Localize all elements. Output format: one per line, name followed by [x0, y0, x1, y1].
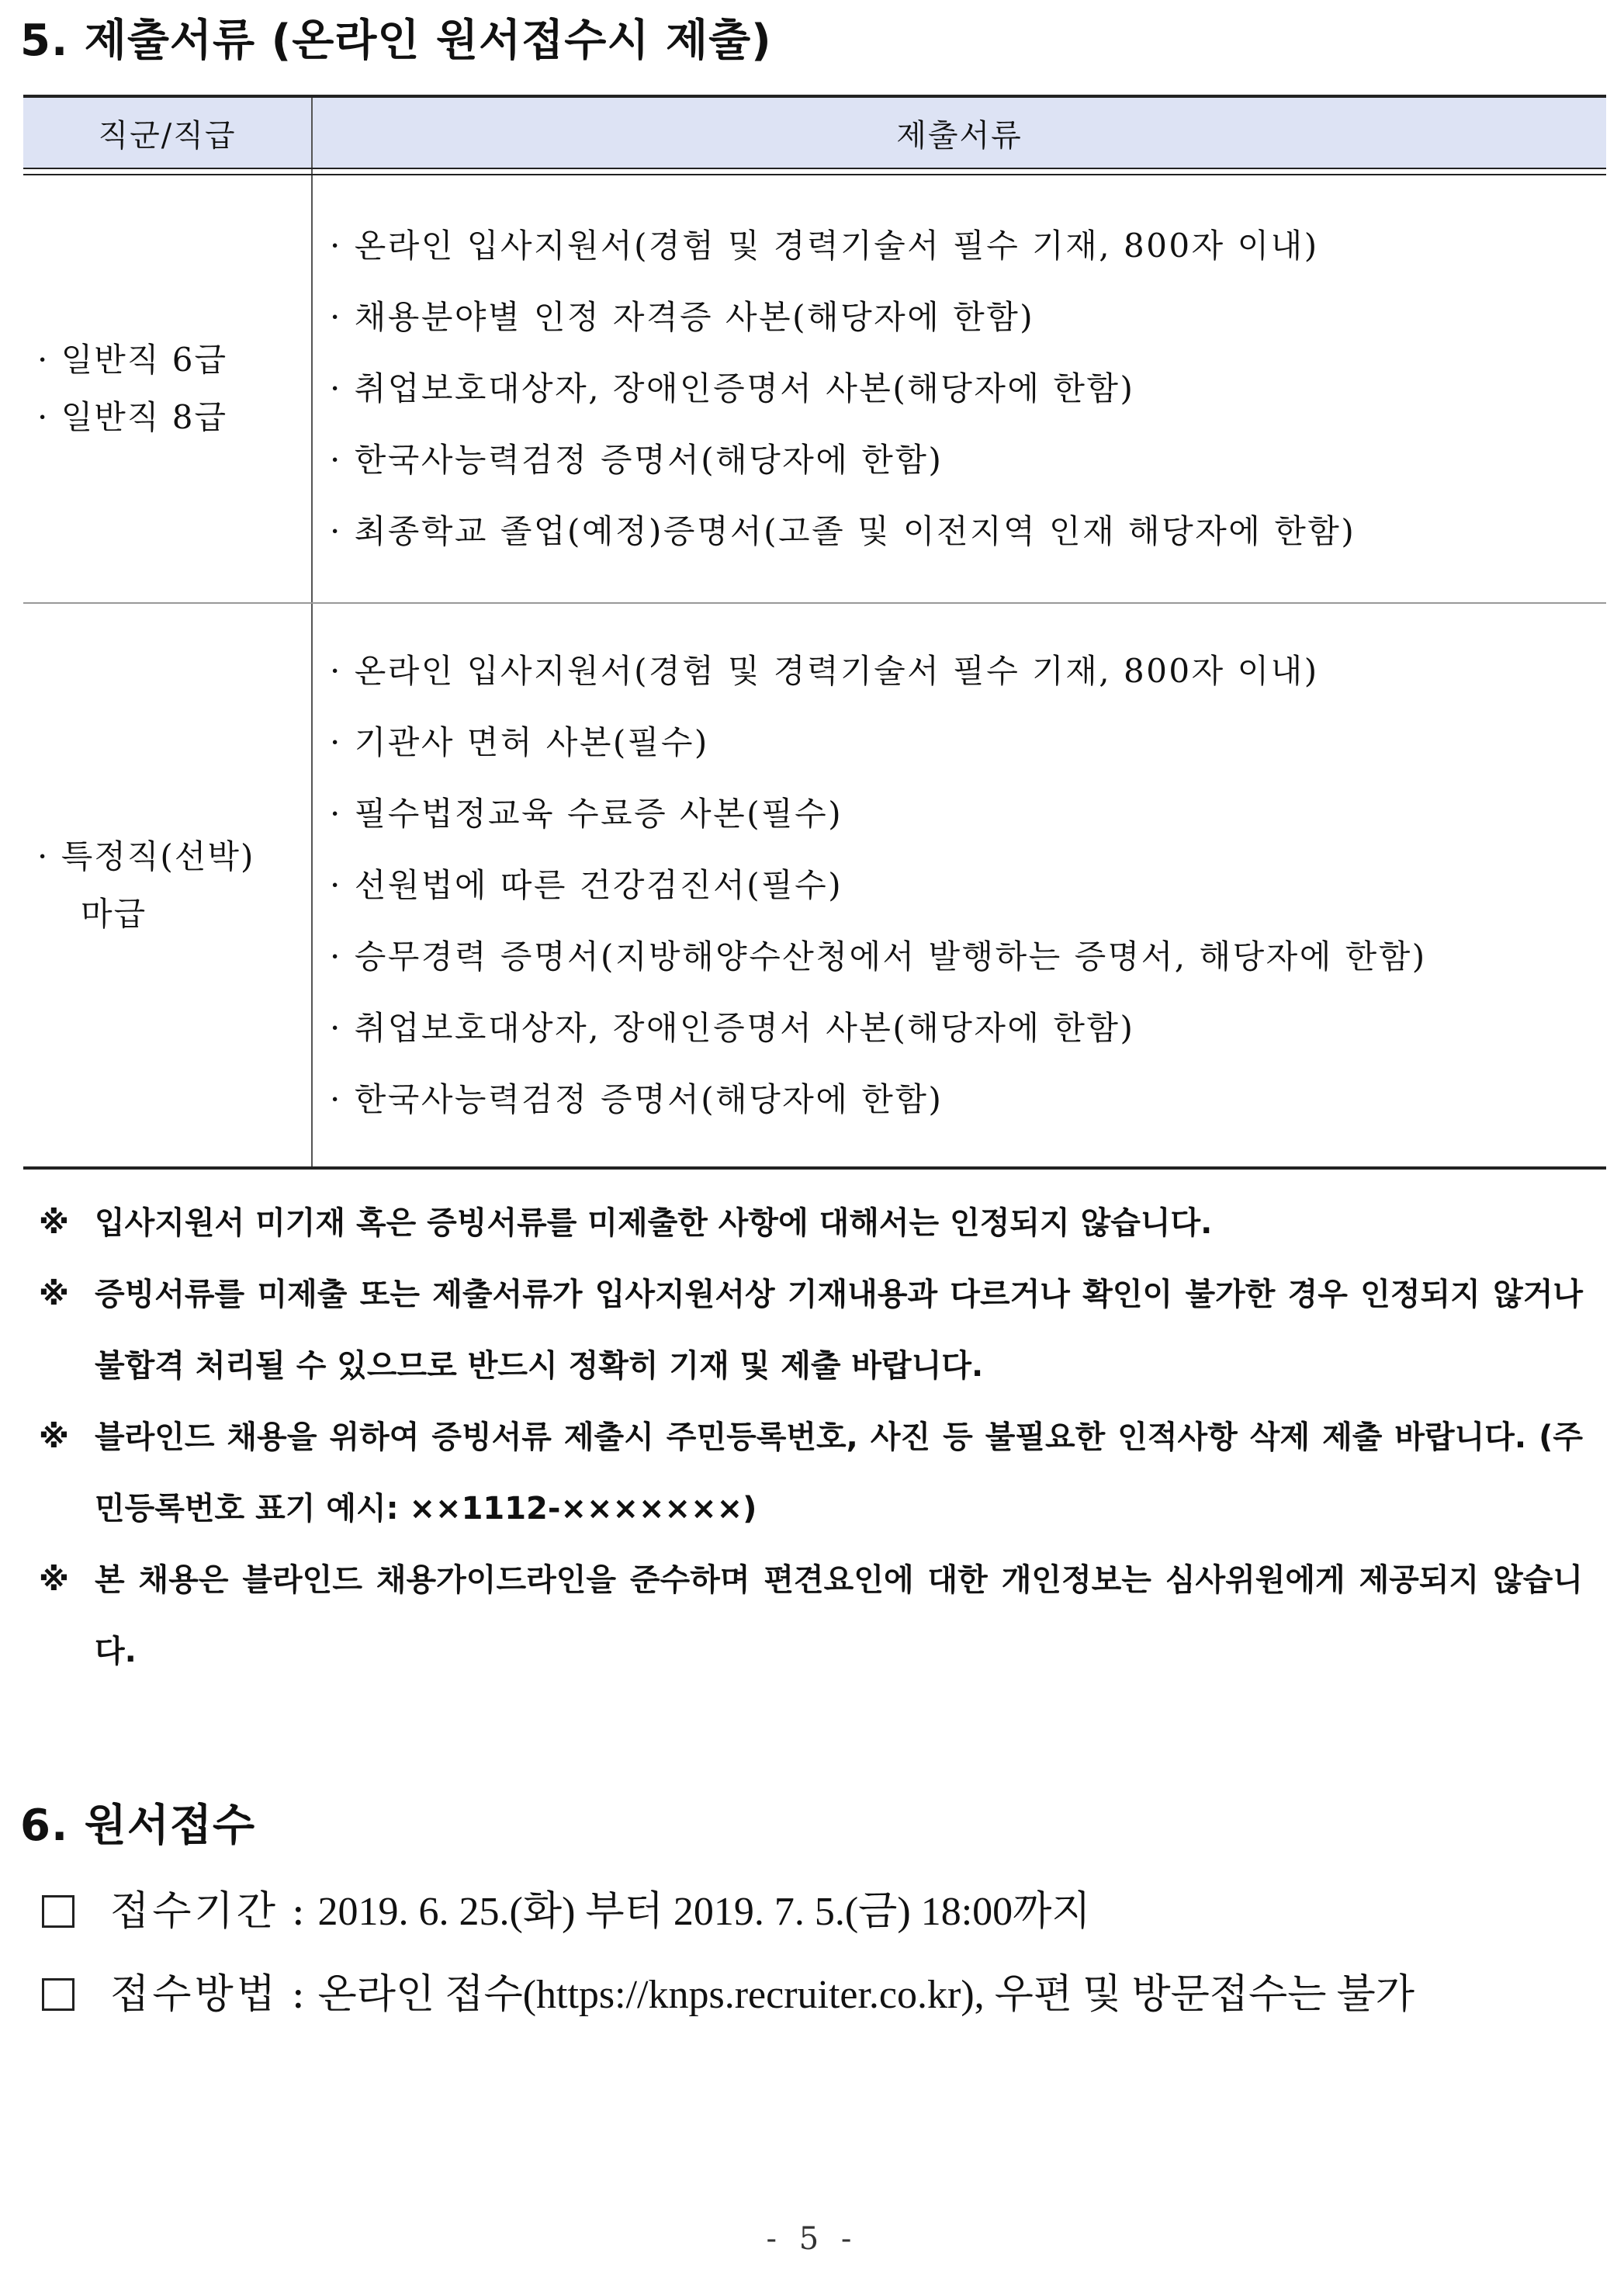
document-item: · 선원법에 따른 건강검진서(필수)	[330, 865, 843, 904]
table-row	[23, 175, 1606, 603]
table-header-documents: 제출서류	[312, 96, 1606, 168]
documents-cell	[312, 603, 1606, 1168]
note-mark: ※	[39, 1277, 69, 1312]
note-item	[39, 1544, 1583, 1687]
note-text: 블라인드 채용을 위하여 증빙서류 제출시 주민등록번호, 사진 등 불필요한 인적사항 삭제 제출 바랍니다. (주민등록번호 표기 예시: ××1112-×××××××)	[95, 1419, 1583, 1527]
document-item: · 취업보호대상자, 장애인증명서 사본(해당자에 한함)	[330, 1008, 1135, 1047]
application-label: 접수기간	[110, 1888, 279, 1935]
note-item	[39, 1259, 1583, 1402]
application-label: 접수방법	[110, 1971, 279, 2018]
note-text: 입사지원서 미기재 혹은 증빙서류를 미제출한 사항에 대해서는 인정되지 않습니다.	[95, 1205, 1213, 1241]
document-item: · 필수법정교육 수료증 사본(필수)	[330, 794, 843, 833]
grade-label: · 일반직 6급	[37, 341, 228, 379]
checkbox-square-icon	[42, 1978, 74, 2011]
application-info	[42, 1870, 1594, 2036]
documents-cell	[312, 175, 1606, 603]
document-item: · 온라인 입사지원서(경험 및 경력기술서 필수 기재, 800자 이내)	[330, 227, 1319, 265]
grade-cell	[23, 175, 312, 603]
document-item: · 한국사능력검정 증명서(해당자에 한함)	[330, 1080, 944, 1118]
note-mark: ※	[39, 1419, 69, 1455]
application-value: 온라인 접수(https://knps.recruiter.co.kr), 우편 및 방문접수는 불가	[317, 1973, 1415, 2017]
separator: :	[291, 1888, 305, 1935]
document-item: · 한국사능력검정 증명서(해당자에 한함)	[330, 441, 944, 479]
note-item	[39, 1187, 1583, 1259]
document-item: · 채용분야별 인정 자격증 사본(해당자에 한함)	[330, 298, 1035, 336]
note-text: 증빙서류를 미제출 또는 제출서류가 입사지원서상 기재내용과 다르거나 확인이 불가한 경우 인정되지 않거나 불합격 처리될 수 있으므로 반드시 정확히 기재 및 제출 바랍니다.	[95, 1277, 1583, 1384]
document-item: · 기관사 면허 사본(필수)	[330, 723, 709, 761]
documents-table	[23, 95, 1606, 1170]
note-mark: ※	[39, 1205, 69, 1241]
application-method	[42, 1953, 1594, 2036]
document-item: · 승무경력 증명서(지방해양수산청에서 발행하는 증명서, 해당자에 한함)	[330, 937, 1427, 976]
checkbox-square-icon	[42, 1895, 74, 1928]
grade-label: · 특정직(선박)	[37, 837, 255, 875]
table-row	[23, 603, 1606, 1168]
notes-list	[39, 1187, 1583, 1687]
document-item: · 최종학교 졸업(예정)증명서(고졸 및 이전지역 인재 해당자에 한함)	[330, 512, 1356, 550]
separator: :	[291, 1971, 305, 2018]
document-item: · 온라인 입사지원서(경험 및 경력기술서 필수 기재, 800자 이내)	[330, 651, 1319, 690]
document-item: · 취업보호대상자, 장애인증명서 사본(해당자에 한함)	[330, 369, 1135, 407]
note-item	[39, 1402, 1583, 1544]
grade-label: 마급	[81, 894, 147, 933]
note-mark: ※	[39, 1562, 69, 1598]
page-number: - 5 -	[766, 2221, 858, 2257]
application-period	[42, 1870, 1594, 1953]
grade-label: · 일반직 8급	[37, 398, 228, 436]
application-value: 2019. 6. 25.(화) 부터 2019. 7. 5.(금) 18:00까지	[317, 1890, 1091, 1934]
section-6-title: 6. 원서접수	[20, 1800, 256, 1851]
section-5-title: 5. 제출서류 (온라인 원서접수시 제출)	[20, 16, 772, 66]
note-text: 본 채용은 블라인드 채용가이드라인을 준수하며 편견요인에 대한 개인정보는 심사위원에게 제공되지 않습니다.	[95, 1562, 1583, 1669]
grade-cell	[23, 603, 312, 1168]
table-header-grade: 직군/직급	[23, 96, 312, 168]
